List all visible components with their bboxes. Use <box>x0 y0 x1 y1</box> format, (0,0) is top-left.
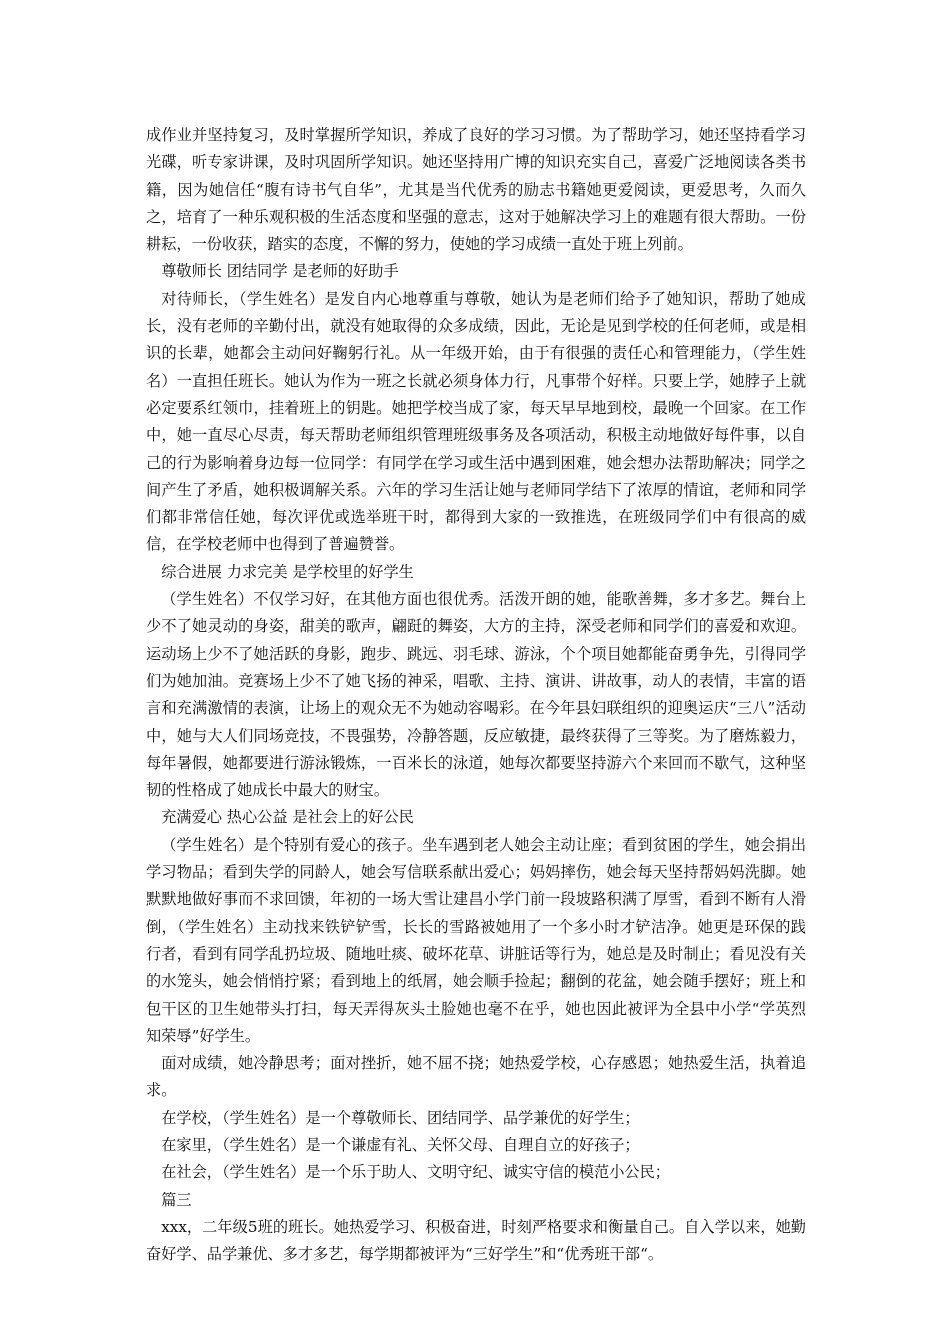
paragraph-at-school: 在学校，（学生姓名）是一个尊敬师长、团结同学、品学兼优的好学生； <box>161 1108 640 1127</box>
paragraph-at-home: 在家里，（学生姓名）是一个谦虚有礼、关怀父母、自理自立的好孩子； <box>161 1135 640 1154</box>
section-heading-respect-teachers: 尊敬师长 团结同学 是老师的好助手 <box>161 262 399 281</box>
document-page <box>146 122 806 1268</box>
paragraph-part-three-intro: xxx，二年级5班的班长。她热爱学习、积极奋进，时刻严格要求和衡量自己。自入学以来，她勤奋好学、品学兼优、多才多艺，每学期都被评为“三好学生”和“优秀班干部“。 <box>146 1217 806 1264</box>
section-heading-all-round: 综合进展 力求完美 是学校里的好学生 <box>161 562 414 581</box>
section-heading-public-welfare: 充满爱心 热心公益 是社会上的好公民 <box>161 808 414 827</box>
paragraph-public-welfare: （学生姓名）是个特别有爱心的孩子。坐车遇到老人她会主动让座；看到贫困的学生，她会捐出学习物品；看到失学的同龄人，她会写信联系献出爱心；妈妈摔伤，她会每天坚持帮妈妈洗脚。她默默地做好事而不求回馈，年初的一场大雪让建昌小学门前一段坡路积满了厚雪，看到不断有人滑倒，（学生姓名）主动找来铁铲铲雪，长长的雪路被她用了一个多小时才铲洁净。她更是环保的践行者，看到有同学乱扔垃圾、随地吐痰、破坏花草、讲脏话等行为，她总是及时制止；看见没有关的水笼头，她会悄悄拧紧；看到地上的纸屑，她会顺手捡起；翻倒的花盆，她会随手摆好；班上和包干区的卫生她带头打扫，每天弄得灰头土脸她也毫不在乎，她也因此被评为全县中小学“学英烈知荣辱”好学生。 <box>146 835 806 1045</box>
paragraph-respect-teachers: 对待师长，（学生姓名）是发自内心地尊重与尊敬，她认为是老师们给予了她知识，帮助了她成长，没有老师的辛勤付出，就没有她取得的众多成绩，因此，无论是见到学校的任何老师，或是相识的长辈，她都会主动问好鞠躬行礼。从一年级开始，由于有很强的责任心和管理能力，（学生姓名）一直担任班长。她认为作为一班之长就必须身体力行，凡事带个好样。只要上学，她脖子上就必定要系红领巾，挂着班上的钥匙。她把学校当成了家，每天早早地到校，最晚一个回家。在工作中，她一直尽心尽责，每天帮助老师组织管理班级事务及各项活动，积极主动地做好每件事，以自己的行为影响着身边每一位同学：有同学在学习或生活中遇到困难，她会想办法帮助解决；同学之间产生了矛盾，她积极调解关系。六年的学习生活让她与老师同学结下了浓厚的情谊，老师和同学们都非常信任她，每次评优或选举班干时，都得到大家的一致推选，在班级同学们中有很高的威信，在学校老师中也得到了普遍赞誉。 <box>146 289 806 554</box>
section-heading-part-three: 篇三 <box>161 1190 192 1209</box>
paragraph-all-round: （学生姓名）不仅学习好，在其他方面也很优秀。活泼开朗的她，能歌善舞，多才多艺。舞台上少不了她灵动的身姿，甜美的歌声，翩跹的舞姿，大方的主持，深受老师和同学们的喜爱和欢迎。运动场上少不了她活跃的身影，跑步、跳远、羽毛球、游泳，个个项目她都能奋勇争先，引得同学们为她加油。竞赛场上少不了她飞扬的神采，唱歌、主持、演讲、讲故事，动人的表情，丰富的语言和充满激情的表演，让场上的观众无不为她动容喝彩。在今年县妇联组织的迎奥运庆“三八”活动中，她与大人们同场竞技，不畏强势，冷静答题，反应敏捷，最终获得了三等奖。为了磨炼毅力，每年暑假，她都要进行游泳锻炼，一百米长的泳道，她每次都要坚持游六个来回而不歇气，这种坚韧的性格成了她成长中最大的财宝。 <box>146 590 806 800</box>
paragraph-study-habits: 成作业并坚持复习，及时掌握所学知识，养成了良好的学习习惯。为了帮助学习，她还坚持看学习光碟，听专家讲课，及时巩固所学知识。她还坚持用广博的知识充实自己，喜爱广泛地阅读各类书籍，因为她信任“腹有诗书气自华”，尤其是当代优秀的励志书籍她更爱阅读，更爱思考，久而久之，培育了一种乐观积极的生活态度和坚强的意志，这对于她解决学习上的难题有很大帮助。一份耕耘，一份收获，踏实的态度，不懈的努力，使她的学习成绩一直处于班上列前。 <box>146 126 806 254</box>
paragraph-in-society: 在社会，（学生姓名）是一个乐于助人、文明守纪、诚实守信的模范小公民； <box>161 1163 670 1182</box>
paragraph-summary: 面对成绩，她冷静思考；面对挫折，她不屈不挠；她热爱学校，心存感恩；她热爱生活，执着追求。 <box>146 1054 806 1100</box>
